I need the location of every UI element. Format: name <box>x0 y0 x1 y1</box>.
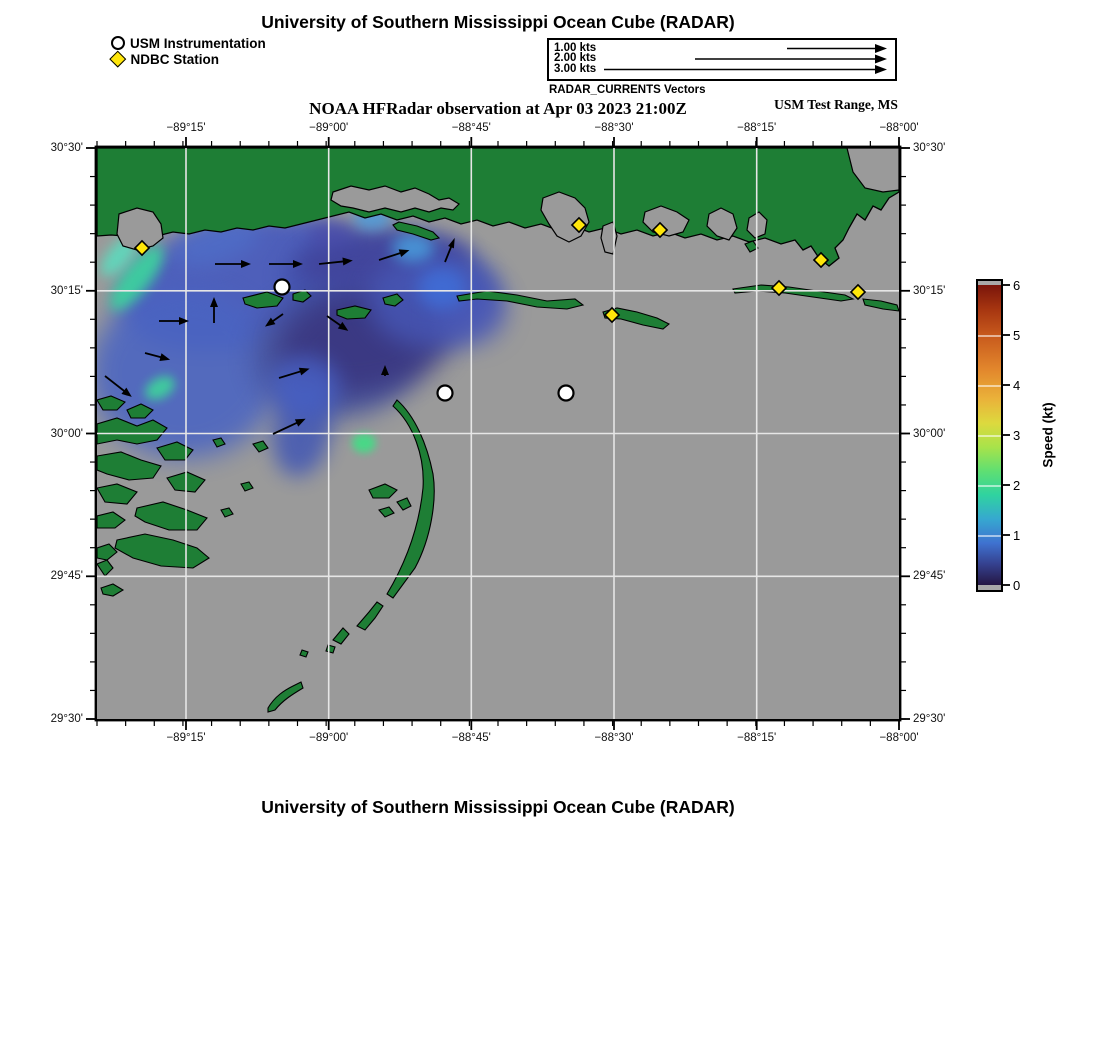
colorbar-gridline <box>978 535 1001 537</box>
colorbar-gridline <box>978 435 1001 437</box>
current-vector-head <box>399 249 410 257</box>
colorbar <box>978 281 1001 590</box>
ndbc-station-marker <box>135 241 149 255</box>
current-vector-shaft <box>379 252 403 260</box>
y-axis-label: 29°30' <box>913 713 946 725</box>
map-area <box>97 148 899 719</box>
colorbar-tick-label: 1 <box>1013 528 1021 543</box>
current-vector-head <box>159 353 170 361</box>
legend-label: NDBC Station <box>130 51 219 67</box>
y-axis-label: 30°00' <box>913 427 946 440</box>
x-axis-label: −88°30' <box>594 732 634 744</box>
current-vector-head <box>338 322 348 331</box>
map-legend <box>111 35 266 67</box>
scale-row-label: 2.00 kts <box>554 52 597 64</box>
y-axis-label: 29°30' <box>50 713 83 725</box>
x-axis-label: −89°00' <box>309 122 349 134</box>
map-frame <box>97 148 899 719</box>
current-vector-head <box>265 318 275 327</box>
vector-scale-arrows <box>549 40 893 79</box>
colorbar-gridline <box>978 485 1001 487</box>
current-vector-head <box>299 368 310 376</box>
ndbc-station-marker <box>772 281 786 295</box>
current-vector-head <box>241 260 251 268</box>
colorbar-tick-label: 2 <box>1013 478 1021 493</box>
page-title: University of Southern Mississippi Ocean Cube (RADAR) <box>261 12 735 32</box>
colorbar-title: Speed (kt) <box>1040 402 1056 468</box>
x-axis-label: −89°15' <box>166 732 206 744</box>
ndbc-station-icon <box>110 51 126 67</box>
current-vector-shaft <box>279 371 303 378</box>
scale-arrow-head <box>875 65 887 74</box>
x-axis-label: −88°15' <box>737 122 777 134</box>
colorbar-tick-label: 4 <box>1013 378 1021 393</box>
current-vector-head <box>448 238 455 248</box>
usm-instrument-marker <box>275 280 290 295</box>
y-axis-label: 29°45' <box>50 570 83 583</box>
current-vector-shaft <box>105 376 126 393</box>
current-vector-head <box>295 419 306 427</box>
y-axis-label: 29°45' <box>913 570 946 583</box>
legend-label: USM Instrumentation <box>130 35 266 51</box>
current-vector-head <box>179 317 189 325</box>
x-axis-label: −89°15' <box>166 122 206 134</box>
vector-scale-box <box>547 38 897 81</box>
region-label: USM Test Range, MS <box>774 97 898 112</box>
ndbc-station-marker <box>605 308 619 322</box>
legend-item-diamond <box>111 51 266 67</box>
markers-layer <box>97 148 899 719</box>
scale-arrow-head <box>875 44 887 53</box>
colorbar-tick-label: 6 <box>1013 278 1021 293</box>
current-vector-shaft <box>319 261 346 264</box>
colorbar-tick-label: 5 <box>1013 328 1021 343</box>
y-axis-label: 30°30' <box>913 142 946 154</box>
y-axis-label: 30°00' <box>50 427 83 440</box>
ndbc-station-marker <box>572 218 586 232</box>
usm-instrument-marker <box>559 386 574 401</box>
vector-scale-caption: RADAR_CURRENTS Vectors <box>549 84 706 96</box>
scale-row-label: 3.00 kts <box>554 62 597 75</box>
bottom-title: University of Southern Mississippi Ocean Cube (RADAR) <box>261 797 735 817</box>
y-axis-label: 30°15' <box>913 284 946 297</box>
current-vector-head <box>342 258 352 266</box>
colorbar-tick-label: 3 <box>1013 428 1021 443</box>
y-axis-label: 30°15' <box>50 284 83 297</box>
x-axis-label: −88°00' <box>879 732 919 744</box>
ndbc-station-marker <box>814 253 828 267</box>
x-axis-label: −88°45' <box>451 122 491 134</box>
scale-arrow-head <box>875 55 887 64</box>
current-vector-head <box>293 260 303 268</box>
legend-item-circle <box>111 35 266 51</box>
current-vector-shaft <box>273 422 299 434</box>
colorbar-gridline <box>978 335 1001 337</box>
x-axis-label: −88°45' <box>451 732 491 744</box>
current-vector-head <box>210 297 218 307</box>
scale-row-label: 1.00 kts <box>554 41 597 54</box>
x-axis-label: −89°00' <box>309 732 349 744</box>
y-axis-label: 30°30' <box>50 142 83 154</box>
colorbar-gridline <box>978 385 1001 387</box>
colorbar-cap <box>978 585 1001 590</box>
colorbar-tick-label: 0 <box>1013 578 1021 593</box>
observation-subtitle: NOAA HFRadar observation at Apr 03 2023 21:00Z <box>309 99 687 118</box>
ndbc-station-marker <box>851 285 865 299</box>
ndbc-station-marker <box>653 223 667 237</box>
usm-instrument-marker <box>438 386 453 401</box>
x-axis-label: −88°15' <box>737 732 777 744</box>
current-vector-head <box>381 365 389 375</box>
usm-instrumentation-icon <box>111 36 125 50</box>
x-axis-label: −88°30' <box>594 122 634 134</box>
x-axis-label: −88°00' <box>879 122 919 134</box>
